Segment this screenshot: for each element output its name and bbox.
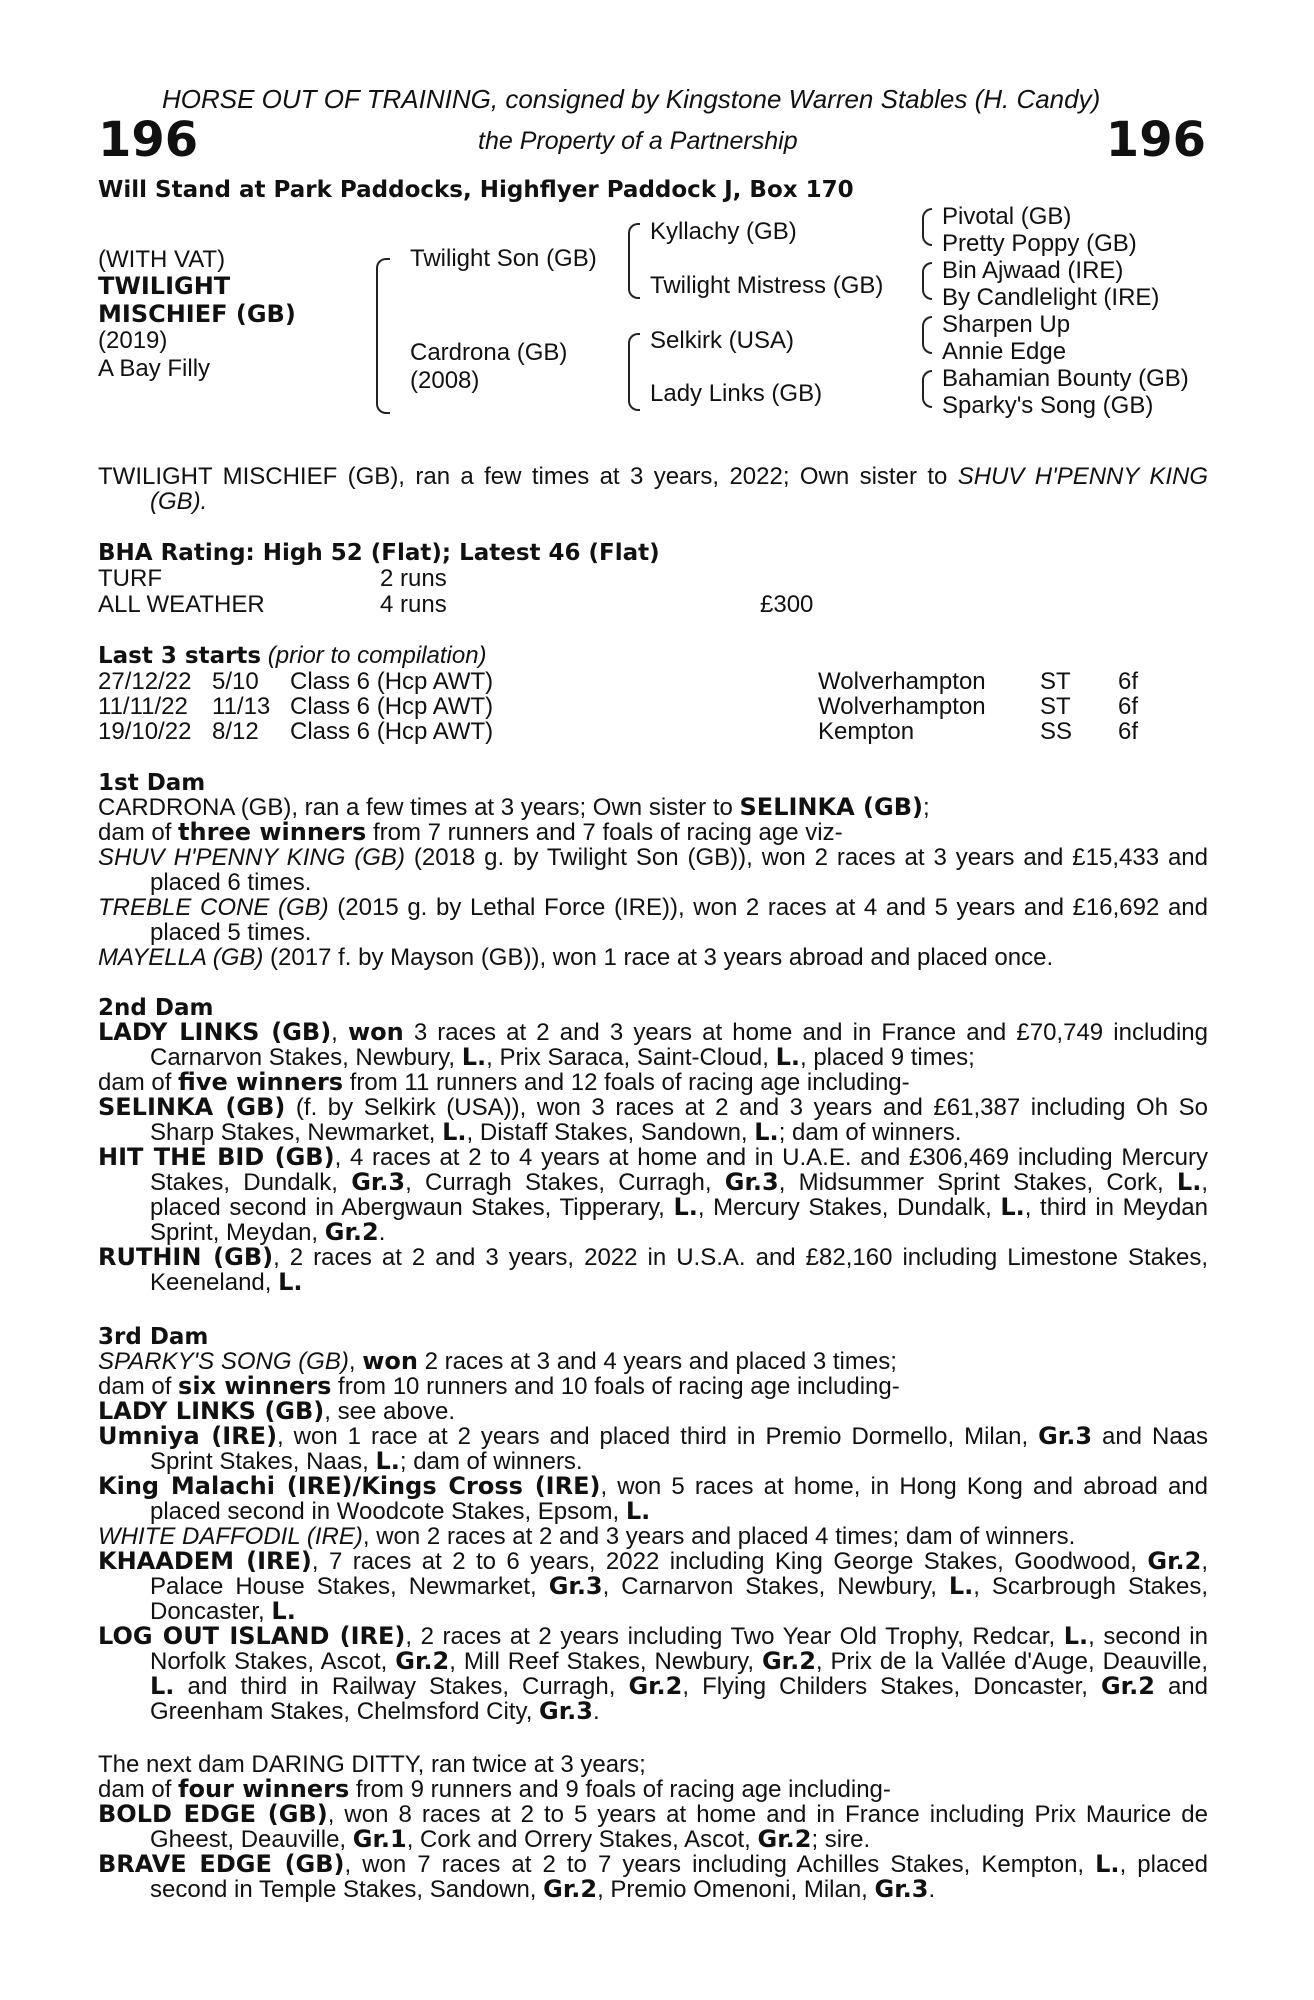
- all-weather-prize: £300: [760, 591, 814, 618]
- t: Gr.2: [628, 1672, 683, 1700]
- pedigree-dam: Cardrona (GB): [410, 339, 568, 366]
- t: , 7 races at 2 to 6 years, 2022 including King George Stakes, Goodwood,: [311, 1548, 1148, 1575]
- dam3-name: SPARKY'S SONG (GB): [98, 1348, 349, 1375]
- pedigree-sss: Pivotal (GB): [942, 203, 1072, 230]
- start-course: Wolverhampton: [818, 693, 986, 720]
- t: , won 1 race at 2 years and placed third in Premio Dormello, Milan,: [277, 1423, 1039, 1450]
- start-going: SS: [1040, 718, 1073, 745]
- t: , won 2 races at 2 and 3 years and placed 4 times; dam of winners.: [362, 1523, 1076, 1550]
- start-pos: 8/12: [212, 718, 259, 745]
- horse-year: (2019): [98, 327, 168, 354]
- progeny-treble-cone: TREBLE CONE (GB): [98, 894, 329, 921]
- last-starts-heading: [98, 642, 487, 670]
- progeny-shuv-hpenny-king: SHUV H'PENNY KING (GB): [98, 844, 405, 871]
- t: Gr.2: [543, 1875, 598, 1903]
- pedigree-dam-year: (2008): [410, 367, 480, 394]
- t: , placed second in Abergwaun Stakes, Tipperary,: [150, 1169, 1208, 1221]
- start-dist: 6f: [1118, 668, 1139, 695]
- t: won: [362, 1347, 418, 1375]
- start-row: [98, 669, 1198, 694]
- first-dam-title: 1st Dam: [98, 770, 206, 796]
- t: , Carnarvon Stakes, Newbury,: [602, 1573, 949, 1600]
- t: .: [378, 1219, 386, 1246]
- pedigree-sire-dam: Twilight Mistress (GB): [650, 272, 884, 299]
- pedigree-sds: Bin Ajwaad (IRE): [942, 257, 1124, 284]
- pedigree-sire: Twilight Son (GB): [410, 245, 597, 272]
- start-course: Kempton: [818, 718, 915, 745]
- t: , won 7 races at 2 to 7 years including Achilles Stakes, Kempton,: [344, 1851, 1096, 1878]
- t: L.: [1176, 1168, 1202, 1196]
- stand-location: Will Stand at Park Paddocks, Highflyer Paddock J, Box 170: [98, 177, 854, 203]
- progeny-umniya: Umniya (IRE): [98, 1422, 278, 1450]
- dam3-winners: six winners: [178, 1372, 332, 1400]
- pedigree-brace-gen1: [376, 258, 390, 414]
- next-dam-line: The next dam DARING DITTY, ran twice at 3 years;: [98, 1751, 646, 1778]
- pedigree-dam-dam: Lady Links (GB): [650, 380, 823, 407]
- property-line: the Property of a Partnership: [478, 127, 798, 155]
- t: L.: [673, 1193, 698, 1221]
- turf-runs: 2 runs: [380, 565, 447, 592]
- t: ,: [348, 1348, 363, 1375]
- t: 2 races at 3 and 4 years and placed 3 times;: [417, 1348, 897, 1375]
- t: , Premio Omenoni, Milan,: [597, 1876, 875, 1903]
- pedigree-ddd: Sparky's Song (GB): [942, 392, 1154, 419]
- next-dam-winners: four winners: [178, 1775, 350, 1803]
- t: L.: [150, 1672, 175, 1700]
- t: L.: [1063, 1622, 1089, 1650]
- progeny-white-daffodil: WHITE DAFFODIL (IRE): [98, 1523, 363, 1550]
- start-date: 11/11/22: [98, 693, 188, 720]
- dam2-winners: five winners: [178, 1068, 344, 1096]
- first-dam-section: [98, 795, 1208, 970]
- t: L.: [278, 1268, 303, 1296]
- t: dam of: [98, 1069, 179, 1096]
- t: , Mill Reef Stakes, Newbury,: [449, 1648, 762, 1675]
- t: , won 5 races at home, in Hong Kong and abroad and placed second in Woodcote Stakes, Epsom,: [150, 1473, 1209, 1525]
- start-cls: Class 6 (Hcp AWT): [290, 668, 494, 695]
- start-dist: 6f: [1118, 693, 1139, 720]
- lot-number-left: 196: [98, 112, 199, 168]
- start-cls: Class 6 (Hcp AWT): [290, 693, 494, 720]
- t: Gr.3: [874, 1875, 929, 1903]
- progeny-text: (2017 f. by Mayson (GB)), won 1 race at 3 years abroad and placed once.: [263, 944, 1054, 971]
- progeny-ruthin: RUTHIN (GB): [98, 1243, 274, 1271]
- t: L.: [625, 1497, 651, 1525]
- t: Gr.3: [548, 1572, 603, 1600]
- t: won: [347, 1018, 404, 1046]
- t: , placed second in Temple Stakes, Sandown,: [150, 1851, 1208, 1903]
- t: , 4 races at 2 to 4 years at home and in U.A.E. and £306,469 including Mercury Stakes, Dundalk,: [150, 1144, 1208, 1196]
- t: , Prix Saraca, Saint-Cloud,: [486, 1044, 776, 1071]
- t: , Prix de la Vallée d'Auge, Deauville,: [815, 1648, 1208, 1675]
- t: , Midsummer Sprint Stakes, Cork,: [778, 1169, 1177, 1196]
- pedigree-brace-g3b: [922, 262, 932, 300]
- t: , see above.: [324, 1398, 456, 1425]
- all-weather-label: ALL WEATHER: [98, 591, 265, 618]
- t: and third in Railway Stakes, Curragh,: [174, 1673, 629, 1700]
- t: Gr.3: [539, 1697, 593, 1725]
- dam2-name: LADY LINKS (GB): [98, 1018, 332, 1046]
- t: L.: [948, 1572, 974, 1600]
- progeny-khaadem: KHAADEM (IRE): [98, 1547, 312, 1575]
- t: from 10 runners and 10 foals of racing age including-: [331, 1373, 900, 1400]
- last-starts-note: (prior to compilation): [267, 642, 487, 669]
- pedigree-brace-dam: [628, 333, 640, 411]
- t: , Flying Childers Stakes, Doncaster,: [682, 1673, 1101, 1700]
- pedigree-ssd: Pretty Poppy (GB): [942, 230, 1137, 257]
- pedigree-dds: Bahamian Bounty (GB): [942, 365, 1189, 392]
- progeny-selinka: SELINKA (GB): [98, 1093, 286, 1121]
- consignor-line: HORSE OUT OF TRAINING, consigned by Kingstone Warren Stables (H. Candy): [162, 84, 1101, 114]
- pedigree-brace-g3d: [922, 370, 932, 408]
- dam1-sister: SELINKA (GB): [739, 793, 923, 821]
- t: , 2 races at 2 and 3 years, 2022 in U.S.A. and £82,160 including Limestone Stakes, Keeneland,: [150, 1244, 1208, 1296]
- summary-text: TWILIGHT MISCHIEF (GB), ran a few times at 3 years, 2022; Own sister to: [98, 463, 958, 490]
- pedigree-brace-sire: [628, 223, 640, 299]
- t: 3 races at 2 and 3 years at home and in France and £70,749 including Carnarvon Stakes, Newbury,: [150, 1019, 1208, 1071]
- t: ; dam of winners.: [399, 1448, 583, 1475]
- t: L.: [461, 1043, 487, 1071]
- t: L.: [375, 1447, 400, 1475]
- progeny-brave-edge: BRAVE EDGE (GB): [98, 1850, 345, 1878]
- t: Gr.3: [724, 1168, 779, 1196]
- t: Gr.2: [761, 1647, 816, 1675]
- lot-number-right: 196: [1105, 112, 1206, 168]
- t: , Palace House Stakes, Newmarket,: [150, 1548, 1208, 1600]
- t: Gr.2: [1100, 1672, 1155, 1700]
- t: , Scarbrough Stakes, Doncaster,: [150, 1573, 1208, 1625]
- last-starts-title: Last 3 starts: [98, 643, 262, 669]
- progeny-hit-the-bid: HIT THE BID (GB): [98, 1143, 335, 1171]
- t: , Distaff Stakes, Sandown,: [466, 1119, 755, 1146]
- pedigree-sdd: By Candlelight (IRE): [942, 284, 1160, 311]
- summary-paragraph: [98, 464, 1208, 514]
- t: L.: [1000, 1193, 1025, 1221]
- t: L.: [271, 1597, 296, 1625]
- summary-sibling: SHUV H'PENNY KING (GB).: [150, 463, 1208, 515]
- third-dam-section: [98, 1349, 1208, 1724]
- t: , placed 9 times;: [799, 1044, 975, 1071]
- start-going: ST: [1040, 668, 1071, 695]
- start-pos: 11/13: [212, 693, 271, 720]
- progeny-log-out-island: LOG OUT ISLAND (IRE): [98, 1622, 406, 1650]
- pedigree-dss: Sharpen Up: [942, 311, 1071, 338]
- t: ; dam of winners.: [778, 1119, 962, 1146]
- start-course: Wolverhampton: [818, 668, 986, 695]
- t: ,: [331, 1019, 348, 1046]
- t: .: [592, 1698, 600, 1725]
- horse-name-line2: MISCHIEF (GB): [98, 300, 296, 328]
- turf-label: TURF: [98, 565, 162, 592]
- pedigree-dsd: Annie Edge: [942, 338, 1067, 365]
- t: ; sire.: [811, 1826, 871, 1853]
- t: dam of: [98, 1776, 179, 1803]
- progeny-text: (2018 g. by Twilight Son (GB)), won 2 races at 3 years and £15,433 and placed 6 times.: [150, 844, 1208, 896]
- progeny-bold-edge: BOLD EDGE (GB): [98, 1800, 328, 1828]
- start-row: [98, 719, 1198, 744]
- all-weather-runs: 4 runs: [380, 591, 447, 618]
- t: , second in Norfolk Stakes, Ascot,: [150, 1623, 1208, 1675]
- dam1-semicolon: ;: [922, 794, 930, 821]
- t: and Greenham Stakes, Chelmsford City,: [150, 1673, 1208, 1725]
- t: (f. by Selkirk (USA)), won 3 races at 2 and 3 years and £61,387 including Oh So Sharp Stakes, Newmarket,: [150, 1094, 1208, 1146]
- second-dam-title: 2nd Dam: [98, 995, 214, 1021]
- start-going: ST: [1040, 693, 1071, 720]
- third-dam-title: 3rd Dam: [98, 1324, 209, 1350]
- t: , Cork and Orrery Stakes, Ascot,: [406, 1826, 758, 1853]
- dam1-line2c: from 7 runners and 7 foals of racing age viz-: [366, 819, 843, 846]
- t: dam of: [98, 1373, 179, 1400]
- pedigree-brace-g3c: [922, 316, 932, 354]
- progeny-king-malachi: King Malachi (IRE)/Kings Cross (IRE): [98, 1472, 601, 1500]
- t: Gr.3: [351, 1168, 406, 1196]
- vat-note: (WITH VAT): [98, 246, 226, 273]
- progeny-lady-links: LADY LINKS (GB): [98, 1397, 325, 1425]
- pedigree-brace-g3a: [922, 208, 932, 246]
- pedigree-dam-sire: Selkirk (USA): [650, 327, 795, 354]
- t: Gr.2: [757, 1825, 812, 1853]
- start-cls: Class 6 (Hcp AWT): [290, 718, 494, 745]
- t: , third in Meydan Sprint, Meydan,: [150, 1194, 1209, 1246]
- t: Gr.2: [324, 1218, 379, 1246]
- bha-rating-title: BHA Rating: High 52 (Flat); Latest 46 (Flat): [98, 540, 660, 566]
- dam1-line1: CARDRONA (GB), ran a few times at 3 years; Own sister to: [98, 794, 740, 821]
- t: , won 8 races at 2 to 5 years at home and in France including Prix Maurice de Gheest, Deauville,: [150, 1801, 1209, 1853]
- t: from 9 runners and 9 foals of racing age including-: [349, 1776, 891, 1803]
- progeny-text: (2015 g. by Lethal Force (IRE)), won 2 races at 4 and 5 years and £16,692 and placed 5 times.: [150, 894, 1209, 946]
- t: L.: [754, 1118, 779, 1146]
- horse-name-line1: TWILIGHT: [98, 272, 231, 300]
- pedigree-sire-sire: Kyllachy (GB): [650, 218, 797, 245]
- t: .: [928, 1876, 936, 1903]
- t: Gr.2: [1147, 1547, 1202, 1575]
- progeny-mayella: MAYELLA (GB): [98, 944, 264, 971]
- t: Gr.1: [352, 1825, 407, 1853]
- dam1-line2a: dam of: [98, 819, 179, 846]
- start-date: 27/12/22: [98, 668, 192, 695]
- t: , Curragh Stakes, Curragh,: [405, 1169, 725, 1196]
- t: L.: [442, 1118, 467, 1146]
- t: L.: [1095, 1850, 1120, 1878]
- dam1-winners: three winners: [178, 818, 367, 846]
- horse-description: A Bay Filly: [98, 355, 211, 382]
- t: from 11 runners and 12 foals of racing age including-: [343, 1069, 910, 1096]
- t: and Naas Sprint Stakes, Naas,: [150, 1423, 1209, 1475]
- start-pos: 5/10: [212, 668, 259, 695]
- t: L.: [775, 1043, 800, 1071]
- start-date: 19/10/22: [98, 718, 192, 745]
- start-row: [98, 694, 1198, 719]
- t: , Mercury Stakes, Dundalk,: [697, 1194, 1001, 1221]
- t: Gr.3: [1038, 1422, 1093, 1450]
- t: Gr.2: [395, 1647, 450, 1675]
- second-dam-section: [98, 1020, 1208, 1295]
- start-dist: 6f: [1118, 718, 1139, 745]
- next-dam-section: [98, 1752, 1208, 1902]
- t: , 2 races at 2 years including Two Year Old Trophy, Redcar,: [405, 1623, 1064, 1650]
